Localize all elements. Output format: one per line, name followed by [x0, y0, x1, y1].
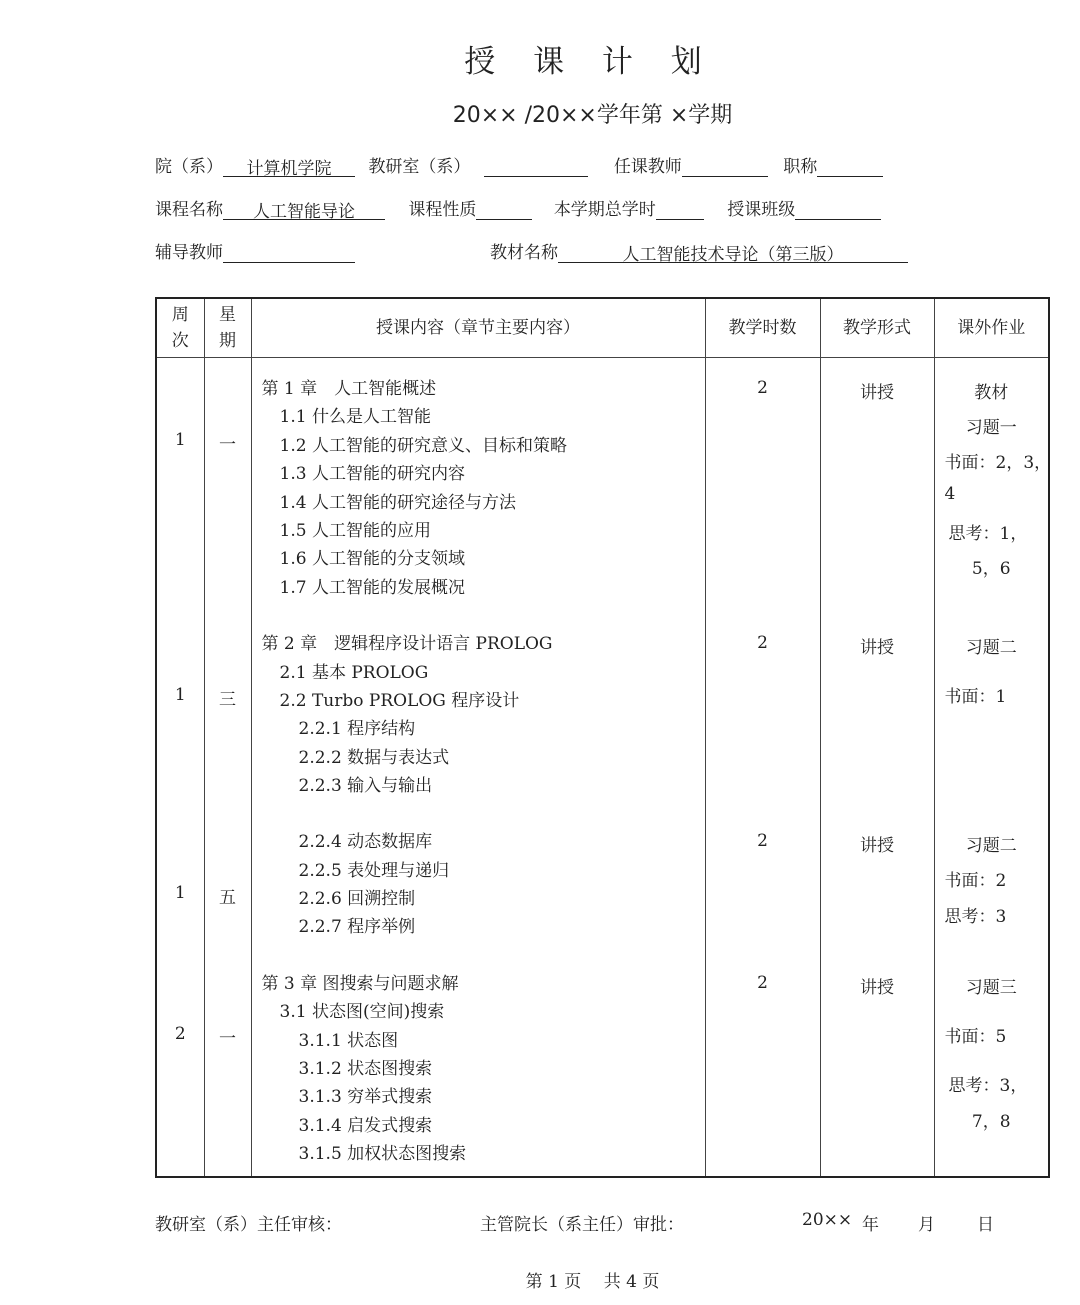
- hours-cell: 2: [757, 378, 768, 398]
- content-column: [251, 358, 705, 1178]
- homework-column: [934, 358, 1052, 1178]
- content-line: 2.2.3 输入与输出: [298, 776, 433, 796]
- info-line-3-textbook: [490, 238, 908, 263]
- homework-line: 习题二: [965, 836, 1017, 856]
- homework-line: 书面：2，3，: [944, 453, 1052, 473]
- date-year: 20××: [802, 1210, 853, 1230]
- class-field[interactable]: [795, 197, 881, 220]
- tutor-field[interactable]: [223, 240, 355, 263]
- content-line: 2.2.1 程序结构: [298, 719, 416, 739]
- date-day-unit: 日: [977, 1215, 994, 1235]
- homework-line: 5，6: [971, 559, 1011, 579]
- form-cell: 讲授: [860, 638, 894, 658]
- header-week: 周 次: [156, 298, 204, 358]
- form-column: [820, 358, 934, 1178]
- textbook-label: 教材名称: [490, 243, 558, 263]
- teaching-plan-table: [155, 297, 1050, 1178]
- textbook-field[interactable]: 人工智能技术导论（第三版）: [558, 240, 908, 263]
- homework-line: 思考：1，: [948, 524, 1028, 544]
- content-line: 1.7 人工智能的发展概况: [279, 578, 465, 598]
- content-line: 3.1.3 穷举式搜索: [298, 1087, 433, 1107]
- nature-field[interactable]: [476, 197, 532, 220]
- content-line: 1.6 人工智能的分支领域: [279, 549, 465, 569]
- info-line-1: [155, 152, 883, 177]
- header-content: 授课内容（章节主要内容）: [251, 298, 705, 358]
- content-line: 第 1 章 人工智能概述: [261, 379, 437, 399]
- homework-line: 书面：5: [944, 1027, 1007, 1047]
- header-homework: 课外作业: [934, 298, 1049, 358]
- content-line: 2.2.4 动态数据库: [298, 832, 433, 852]
- header-day: 星 期: [204, 298, 251, 358]
- day-column: [204, 358, 251, 1178]
- week-cell: 1: [174, 685, 186, 705]
- content-line: 2.2.5 表处理与递归: [298, 861, 450, 881]
- homework-line: 7，8: [971, 1112, 1011, 1132]
- week-column: [156, 358, 204, 1178]
- week-cell: 1: [174, 883, 186, 903]
- hours-field[interactable]: [656, 197, 704, 220]
- form-cell: 讲授: [860, 836, 894, 856]
- term-line: 20×× /20××学年第 ×学期: [452, 103, 733, 128]
- content-line: 3.1.5 加权状态图搜索: [298, 1144, 467, 1164]
- hours-cell: 2: [757, 973, 768, 993]
- page-number: 第 1 页 共 4 页: [525, 1272, 660, 1292]
- content-line: 1.3 人工智能的研究内容: [279, 464, 465, 484]
- content-line: 2.2 Turbo PROLOG 程序设计: [279, 691, 520, 711]
- day-cell: 五: [219, 888, 236, 908]
- homework-line: 思考：3: [944, 907, 1007, 927]
- content-line: 1.4 人工智能的研究途径与方法: [279, 493, 516, 513]
- table-body-row: [156, 358, 1049, 1178]
- teacher-field[interactable]: [682, 154, 768, 177]
- date-year-unit: 年: [862, 1215, 879, 1235]
- homework-line: 书面：1: [944, 687, 1007, 707]
- week-cell: 1: [174, 430, 186, 450]
- info-line-3: [155, 238, 355, 263]
- homework-line: 习题三: [965, 978, 1017, 998]
- content-line: 3.1.2 状态图搜索: [298, 1059, 433, 1079]
- content-line: 3.1 状态图(空间)搜索: [279, 1002, 445, 1022]
- teacher-label: 任课教师: [613, 157, 682, 177]
- dept-label: 教研室（系）: [368, 157, 471, 177]
- hours-label: 本学期总学时: [553, 200, 656, 220]
- header-form: 教学形式: [820, 298, 934, 358]
- page-title: 授 课 计 划: [464, 44, 716, 80]
- class-label: 授课班级: [727, 200, 796, 220]
- dept-field[interactable]: [484, 154, 588, 177]
- hours-cell: 2: [757, 831, 768, 851]
- day-cell: 一: [219, 435, 236, 455]
- college-field[interactable]: 计算机学院: [223, 154, 355, 177]
- course-field[interactable]: 人工智能导论: [223, 197, 385, 220]
- content-line: 3.1.1 状态图: [298, 1031, 399, 1051]
- info-line-2: [155, 195, 881, 220]
- homework-line: 习题一: [965, 418, 1017, 438]
- hours-column: [705, 358, 820, 1178]
- homework-line: 教材: [974, 383, 1009, 403]
- tutor-label: 辅导教师: [155, 243, 223, 263]
- day-cell: 三: [219, 690, 236, 710]
- college-label: 院（系）: [155, 157, 223, 177]
- week-cell: 2: [174, 1024, 186, 1044]
- content-line: 第 3 章 图搜索与问题求解: [261, 974, 459, 994]
- content-line: 1.2 人工智能的研究意义、目标和策略: [279, 436, 567, 456]
- dept-review-label: 教研室（系）主任审核：: [155, 1215, 342, 1235]
- content-line: 2.2.2 数据与表达式: [298, 748, 450, 768]
- dean-approve-label: 主管院长（系主任）审批：: [480, 1215, 684, 1235]
- homework-line: 书面：2: [944, 871, 1007, 891]
- content-line: 第 2 章 逻辑程序设计语言 PROLOG: [261, 634, 553, 654]
- homework-line: 思考：3，: [948, 1076, 1028, 1096]
- header-hours: 教学时数: [705, 298, 820, 358]
- rank-label: 职称: [783, 157, 818, 177]
- content-line: 1.5 人工智能的应用: [279, 521, 431, 541]
- table-header-row: [156, 298, 1049, 358]
- form-cell: 讲授: [860, 978, 894, 998]
- content-line: 1.1 什么是人工智能: [279, 407, 431, 427]
- content-line: 3.1.4 启发式搜索: [298, 1116, 433, 1136]
- content-line: 2.2.7 程序举例: [298, 917, 416, 937]
- form-cell: 讲授: [860, 383, 894, 403]
- hours-cell: 2: [757, 633, 768, 653]
- date-month-unit: 月: [918, 1215, 935, 1235]
- day-cell: 一: [219, 1029, 236, 1049]
- nature-label: 课程性质: [408, 200, 477, 220]
- content-line: 2.1 基本 PROLOG: [279, 663, 429, 683]
- homework-line: 4: [944, 484, 956, 504]
- course-label: 课程名称: [155, 200, 223, 220]
- rank-field[interactable]: [817, 154, 883, 177]
- homework-line: 习题二: [965, 638, 1017, 658]
- content-line: 2.2.6 回溯控制: [298, 889, 416, 909]
